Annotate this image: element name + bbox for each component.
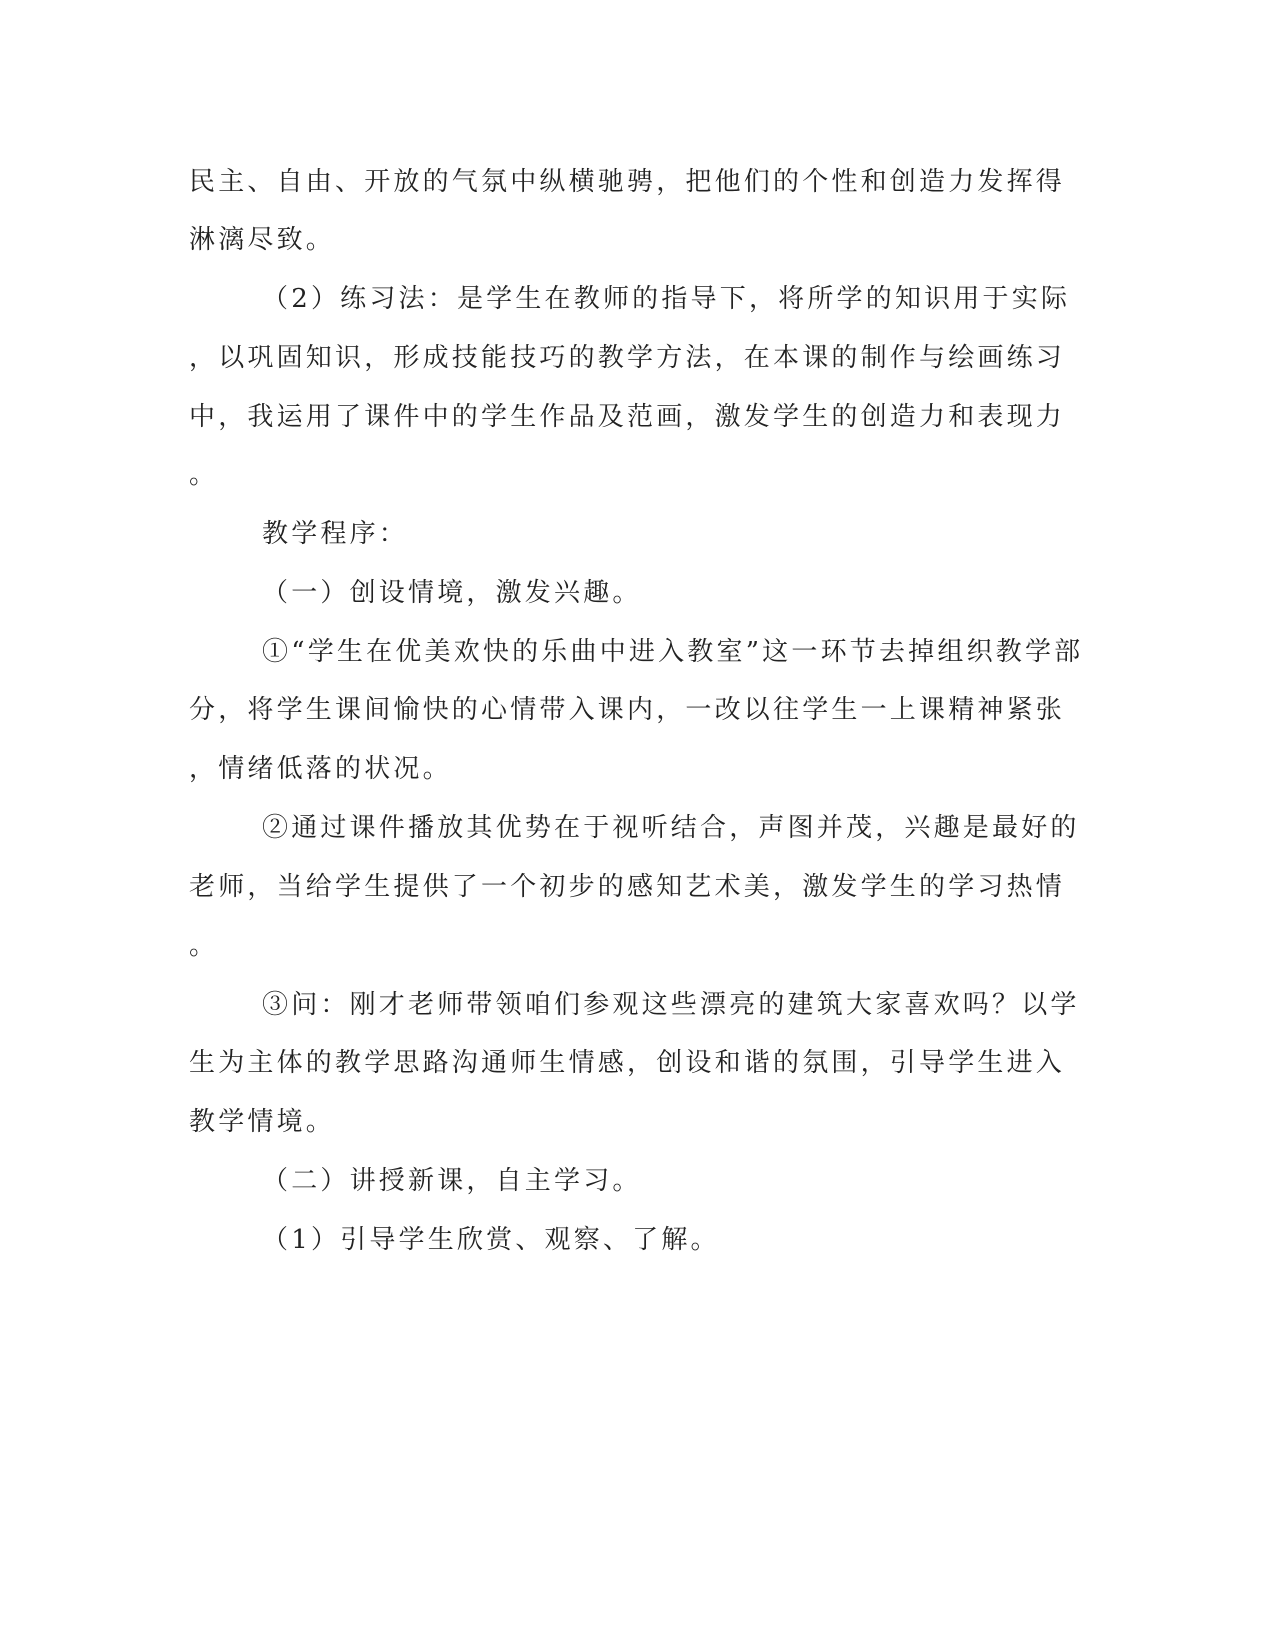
text-line: （一）创设情境，激发兴趣。 [262,578,642,608]
text-line: 生为主体的教学思路沟通师生情感，创设和谐的氛围，引导学生进入 [189,1048,1066,1078]
text-line: ③问：刚才老师带领咱们参观这些漂亮的建筑大家喜欢吗？以学 [262,990,1080,1020]
text-line: 民主、自由、开放的气氛中纵横驰骋，把他们的个性和创造力发挥得 [189,167,1066,197]
text-line: （二）讲授新课，自主学习。 [262,1166,642,1196]
text-line: 。 [189,460,219,490]
text-line: 分，将学生课间愉快的心情带入课内，一改以往学生一上课精神紧张 [189,695,1066,725]
text-line: 淋漓尽致。 [189,225,336,255]
text-line: ①“学生在优美欢快的乐曲中进入教室”这一环节去掉组织教学部 [262,637,1084,667]
text-line: 教学程序： [262,519,409,549]
text-line: 教学情境。 [189,1107,336,1137]
text-line: ，情绪低落的状况。 [189,754,452,784]
text-line: 老师，当给学生提供了一个初步的感知艺术美，激发学生的学习热情 [189,872,1066,902]
text-line: ②通过课件播放其优势在于视听结合，声图并茂，兴趣是最好的 [262,813,1080,843]
text-line: 中，我运用了课件中的学生作品及范画，激发学生的创造力和表现力 [189,402,1066,432]
text-line: （2）练习法：是学生在教师的指导下，将所学的知识用于实际 [262,284,1071,314]
text-line: ，以巩固知识，形成技能技巧的教学方法，在本课的制作与绘画练习 [189,343,1066,373]
text-line: 。 [189,931,219,961]
text-line: （1）引导学生欣赏、观察、了解。 [262,1225,720,1255]
